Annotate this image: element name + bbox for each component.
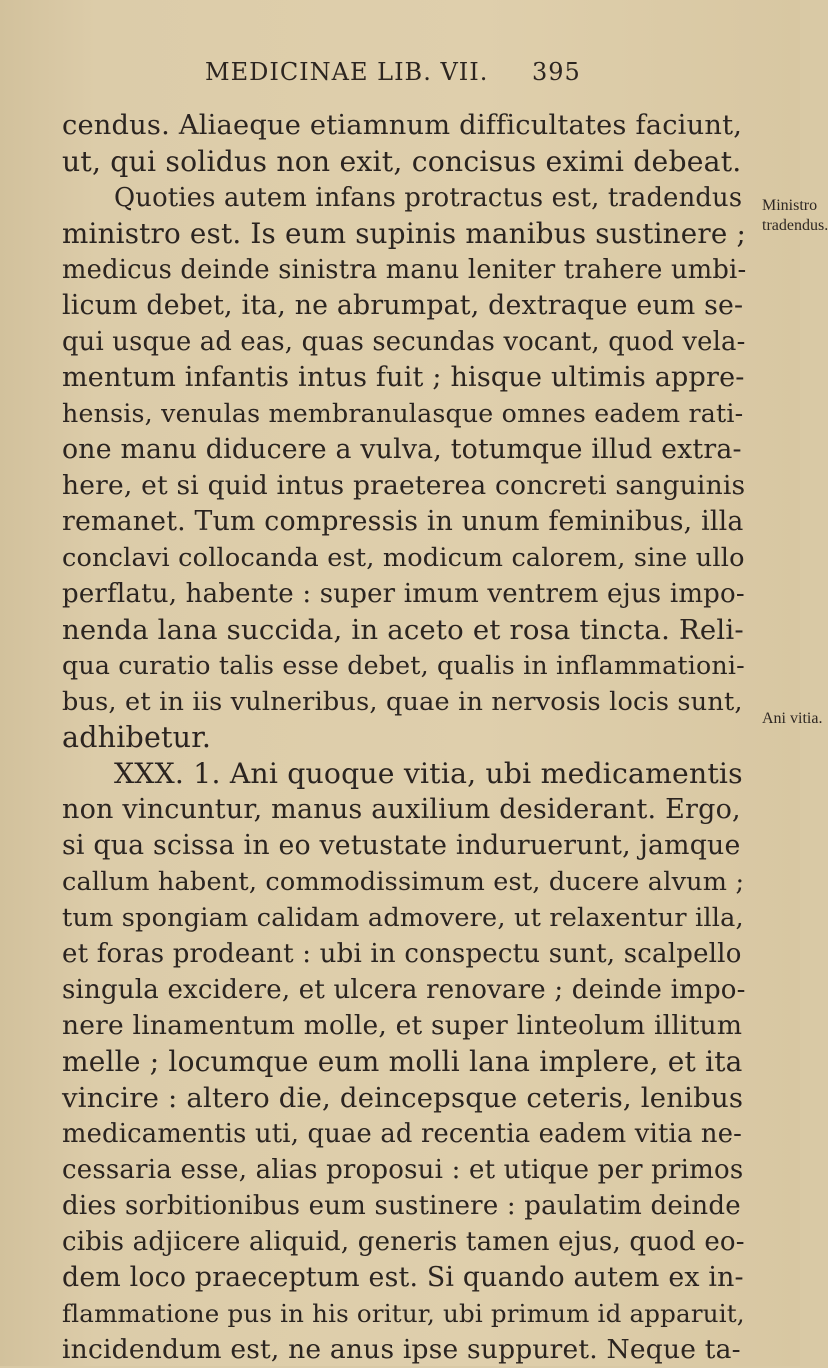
margin-note-ministro [762,196,828,236]
text-line: vincire : altero die, deincepsque ceteris, lenibus [62,1082,744,1114]
text-line: Quoties autem infans protractus est, tradendus [114,183,743,213]
text-line: hensis, venulas membranulasque omnes eadem rati- [62,399,744,428]
margin-note-line: tradendus. [762,217,828,234]
text-line: remanet. Tum compressis in unum feminibus, illa [62,506,744,537]
text-line: mentum infantis intus fuit ; hisque ultimis appre- [62,362,745,393]
text-line: bus, et in iis vulneribus, quae in nervosis locis sunt, [62,687,743,717]
text-line: nere linamentum molle, et super linteolum illitum [62,1010,743,1041]
text-line: ministro est. Is eum supinis manibus sustinere ; [62,217,747,250]
text-line: cendus. Aliaeque etiamnum difficultates faciunt, [62,110,743,141]
text-line: incidendum est, ne anus ipse suppuret. Neque ta- [62,1334,741,1365]
text-line: tum spongiam calidam admovere, ut relaxentur illa, [62,903,744,933]
text-line: callum habent, commodissimum est, ducere alvum ; [62,867,745,897]
text-line: melle ; locumque eum molli lana implere, et ita [62,1045,743,1078]
text-line: cibis adjicere aliquid, generis tamen ejus, quod eo- [62,1227,745,1257]
text-line: qui usque ad eas, quas secundas vocant, quod vela- [62,327,746,357]
text-line: qua curatio talis esse debet, qualis in inflammationi- [62,651,745,680]
text-line: ut, qui solidus non exit, concisus eximi debeat. [62,145,742,178]
text-line: perflatu, habente : super imum ventrem ejus impo- [62,579,745,609]
text-line: flammatione pus in his oritur, ubi primum id apparuit, [62,1299,745,1328]
text-line: nenda lana succida, in aceto et rosa tincta. Reli- [62,614,744,646]
text-line: non vincuntur, manus auxilium desiderant. Ergo, [62,794,741,825]
margin-note-line: Ministro [762,197,818,214]
header-title: MEDICINAE LIB. VII. [205,58,489,86]
text-line: medicamentis uti, quae ad recentia eadem vitia ne- [62,1119,743,1149]
text-line: licum debet, ita, ne abrumpat, dextraque eum se- [62,290,744,321]
text-line: conclavi collocanda est, modicum calorem, sine ullo [62,543,745,573]
text-line: one manu diducere a vulva, totumque illud extra- [62,434,742,465]
section-heading-line: XXX. 1. Ani quoque vitia, ubi medicamentis [114,757,743,790]
text-line: si qua scissa in eo vetustate induruerunt, jamque [62,830,741,861]
text-line: et foras prodeant : ubi in conspectu sunt, scalpello [62,939,742,969]
text-line: dies sorbitionibus eum sustinere : paulatim deinde [62,1191,741,1221]
text-line: medicus deinde sinistra manu leniter trahere umbi- [62,255,747,285]
text-line: singula excidere, et ulcera renovare ; deinde impo- [62,975,746,1005]
text-line: dem loco praeceptum est. Si quando autem ex in- [62,1262,744,1293]
text-line: adhibetur. [62,721,212,754]
page-number: 395 [532,58,581,86]
margin-note-ani-vitia: Ani vitia. [762,710,823,727]
text-line: cessaria esse, alias proposui : et utique per primos [62,1155,744,1185]
text-line: here, et si quid intus praeterea concreti sanguinis [62,470,746,501]
